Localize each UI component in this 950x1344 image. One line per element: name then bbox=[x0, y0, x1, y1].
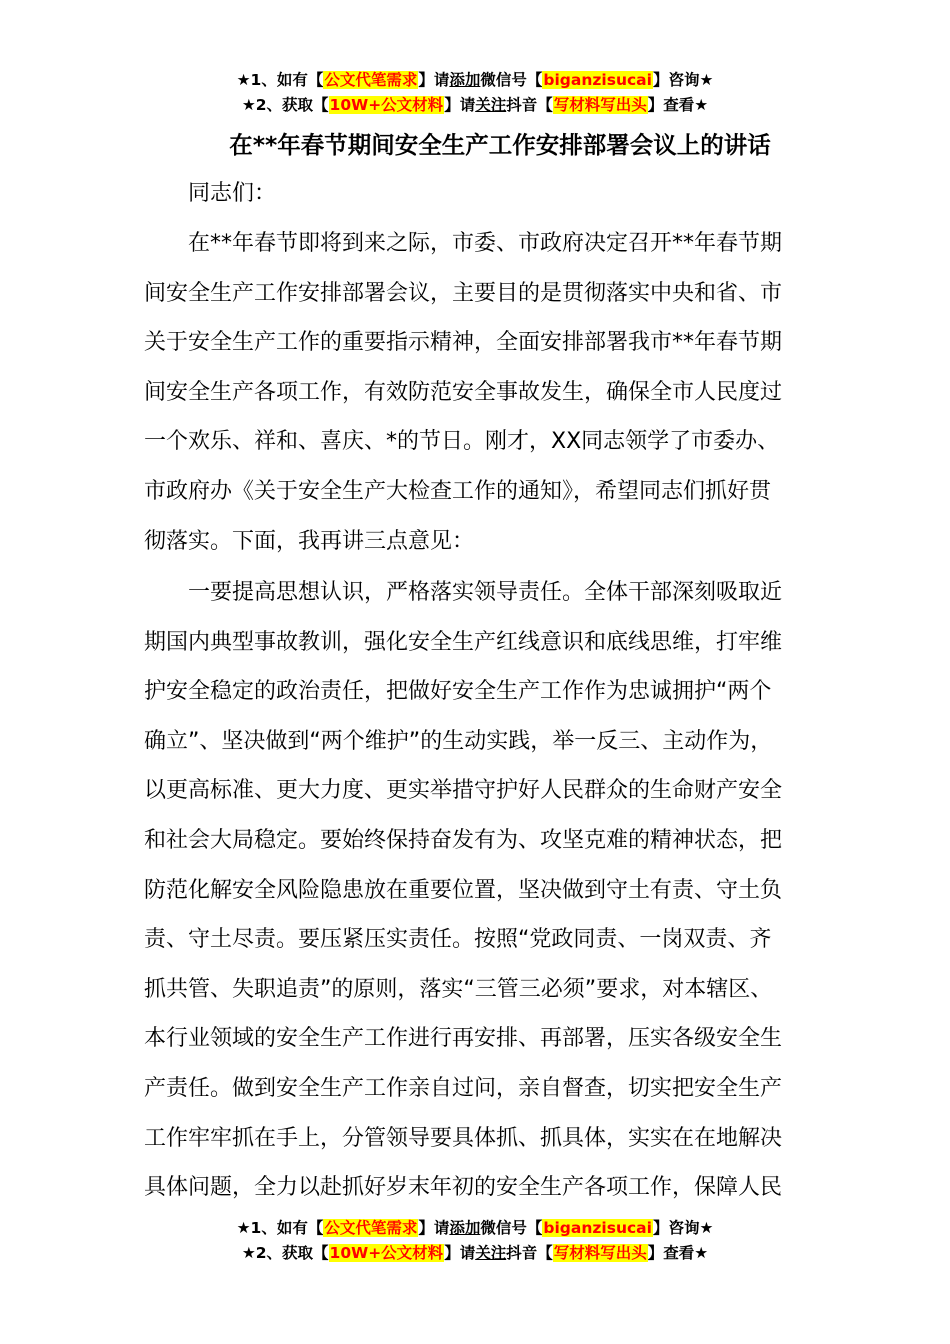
text-line: 彻落实。下面，我再讲三点意见： bbox=[144, 528, 475, 554]
text-line: 责、守土尽责。要压紧压实责任。按照“党政同责、一岗双责、齐 bbox=[144, 927, 772, 953]
douyin-account: 写材料写出头 bbox=[553, 96, 647, 114]
promo-text: 微信号【 bbox=[480, 1219, 543, 1237]
douyin-account: 写材料写出头 bbox=[553, 1244, 647, 1262]
underlined-text: 添加 bbox=[449, 71, 481, 89]
wechat-id: biganzisucai bbox=[543, 1219, 652, 1237]
promo-line-1 bbox=[0, 1216, 950, 1241]
text-line: 防范化解安全风险隐患放在重要位置，坚决做到守土有责、守土负 bbox=[144, 877, 783, 903]
highlight-text: 10W+公文材料 bbox=[329, 96, 444, 114]
promo-text: 】请 bbox=[418, 71, 450, 89]
promo-text: 】请 bbox=[444, 1244, 476, 1262]
document-title: 在**年春节期间安全生产工作安排部署会议上的讲话 bbox=[229, 131, 771, 159]
text-line: 间安全生产各项工作，有效防范安全事故发生，确保全市人民度过 bbox=[144, 379, 783, 405]
promo-text: ★2、获取【 bbox=[241, 1244, 329, 1262]
salutation: 同志们： bbox=[188, 181, 277, 206]
promo-text: 抖音【 bbox=[506, 96, 553, 114]
promo-text: 】咨询★ bbox=[652, 1219, 714, 1237]
paragraph-2 bbox=[144, 568, 834, 1213]
text-line: 抓共管、失职追责”的原则，落实“三管三必须”要求，对本辖区、 bbox=[144, 976, 773, 1002]
promo-text: 】查看★ bbox=[647, 1244, 709, 1262]
text-line: 护安全稳定的政治责任，把做好安全生产工作作为忠诚拥护“两个 bbox=[144, 679, 772, 705]
text-line: 具体问题，全力以赴抓好岁末年初的安全生产各项工作，保障人民 bbox=[144, 1175, 783, 1201]
promo-text: 】请 bbox=[418, 1219, 450, 1237]
underlined-text: 关注 bbox=[475, 1244, 507, 1262]
text-line: 确立”、坚决做到“两个维护”的生动实践，举一反三、主动作为， bbox=[144, 728, 773, 754]
text-line: 在**年春节即将到来之际，市委、市政府决定召开**年春节期 bbox=[188, 231, 783, 256]
text-line: 间安全生产工作安排部署会议，主要目的是贯彻落实中央和省、市 bbox=[144, 280, 783, 306]
text-line: 一个欢乐、祥和、喜庆、*的节日。刚才，XX同志领学了市委办、 bbox=[144, 429, 780, 455]
highlight-text: 公文代笔需求 bbox=[324, 1219, 418, 1237]
highlight-text: 10W+公文材料 bbox=[329, 1244, 444, 1262]
text-line: 以更高标准、更大力度、更实举措守护好人民群众的生命财产安全 bbox=[144, 778, 783, 804]
underlined-text: 关注 bbox=[475, 96, 507, 114]
highlight-text: 公文代笔需求 bbox=[324, 71, 418, 89]
text-line: 和社会大局稳定。要始终保持奋发有为、攻坚克难的精神状态，把 bbox=[144, 827, 783, 853]
text-line: 产责任。做到安全生产工作亲自过问，亲自督查，切实把安全生产 bbox=[144, 1075, 783, 1101]
promo-text: ★1、如有【 bbox=[236, 1219, 324, 1237]
text-line: 关于安全生产工作的重要指示精神，全面安排部署我市**年春节期 bbox=[144, 330, 783, 356]
text-line: 市政府办《关于安全生产大检查工作的通知》，希望同志们抓好贯 bbox=[144, 478, 772, 504]
text-line: 一要提高思想认识，严格落实领导责任。全体干部深刻吸取近 bbox=[188, 580, 783, 605]
promo-text: 】请 bbox=[444, 96, 476, 114]
promo-text: 】咨询★ bbox=[652, 71, 714, 89]
promo-line-2 bbox=[0, 1241, 950, 1266]
paragraph-1 bbox=[144, 219, 834, 566]
promo-text: ★1、如有【 bbox=[236, 71, 324, 89]
promo-text: 】查看★ bbox=[647, 96, 709, 114]
promo-banner-bottom bbox=[0, 1216, 950, 1266]
text-line: 本行业领域的安全生产工作进行再安排、再部署，压实各级安全生 bbox=[144, 1026, 783, 1052]
promo-line-1 bbox=[0, 68, 950, 93]
promo-banner-top bbox=[0, 68, 950, 118]
text-line: 工作牢牢抓在手上，分管领导要具体抓、抓具体，实实在在地解决 bbox=[144, 1125, 783, 1151]
text-line: 期国内典型事故教训，强化安全生产红线意识和底线思维，打牢维 bbox=[144, 629, 783, 655]
promo-text: 微信号【 bbox=[480, 71, 543, 89]
promo-text: ★2、获取【 bbox=[241, 96, 329, 114]
wechat-id: biganzisucai bbox=[543, 71, 652, 89]
promo-text: 抖音【 bbox=[506, 1244, 553, 1262]
underlined-text: 添加 bbox=[449, 1219, 481, 1237]
promo-line-2 bbox=[0, 93, 950, 118]
